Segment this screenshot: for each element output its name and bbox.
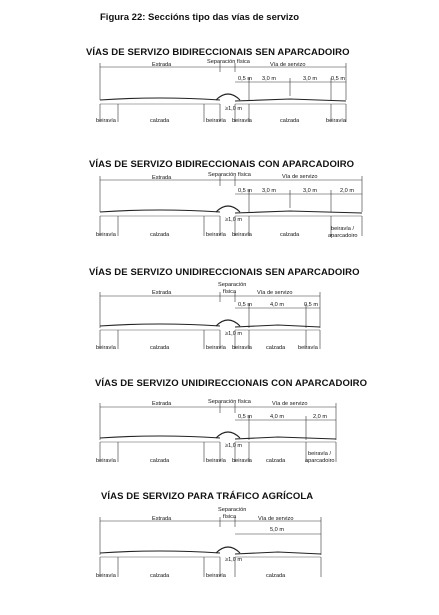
bottom-label: beiravía bbox=[206, 232, 226, 238]
section-4 bbox=[95, 378, 367, 464]
sep-width: ≥1,0 m bbox=[225, 106, 243, 112]
bottom-label: calzada bbox=[266, 345, 286, 351]
separacion-word: Separación bbox=[218, 282, 247, 288]
section-3 bbox=[89, 267, 360, 351]
bottom-label: calzada bbox=[266, 573, 286, 579]
dim-3: 2,0 m bbox=[340, 188, 354, 194]
dim-1: 4,0 m bbox=[270, 414, 284, 420]
bottom-label: calzada bbox=[150, 345, 170, 351]
bottom-label: beiravía bbox=[96, 345, 116, 351]
via-servizo-label: Vía de servizo bbox=[270, 62, 306, 68]
via-servizo-label: Vía de servizo bbox=[272, 401, 308, 407]
section-2-title: VÍAS DE SERVIZO BIDIRECCIONAIS CON APARCADOIRO bbox=[89, 159, 355, 170]
dim-0: 5,0 m bbox=[270, 527, 284, 533]
parking-label-2: aparcadoiro bbox=[305, 458, 335, 464]
dim-1: 3,0 m bbox=[262, 76, 276, 82]
bottom-label: beiravía bbox=[96, 573, 116, 579]
bottom-label: beiravía bbox=[206, 118, 226, 124]
bottom-label: beiravía bbox=[206, 345, 226, 351]
bottom-label: beiravía bbox=[232, 458, 252, 464]
fisica-word: física bbox=[223, 289, 237, 295]
bottom-label: calzada bbox=[280, 118, 300, 124]
sep-width: ≥1,0 m bbox=[225, 557, 243, 563]
bottom-label: beiravía bbox=[232, 232, 252, 238]
bottom-label: beiravía bbox=[232, 118, 252, 124]
parking-label-1: beiravía / bbox=[308, 451, 332, 457]
estrada-label: Estrada bbox=[152, 175, 172, 181]
sep-width: ≥1,0 m bbox=[225, 443, 243, 449]
dim-0: 0,5 m bbox=[238, 414, 252, 420]
dim-0: 0,5 m bbox=[238, 76, 252, 82]
bottom-label: calzada bbox=[266, 458, 286, 464]
figure-title: Figura 22: Seccións tipo das vías de servizo bbox=[100, 12, 300, 23]
section-1-title: VÍAS DE SERVIZO BIDIRECCIONAIS SEN APARCADOIRO bbox=[86, 47, 350, 58]
bottom-label: beiravía bbox=[326, 118, 346, 124]
sep-width: ≥1,0 m bbox=[225, 217, 243, 223]
dim-2: 3,0 m bbox=[303, 188, 317, 194]
section-4-title: VÍAS DE SERVIZO UNIDIRECCIONAIS CON APARCADOIRO bbox=[95, 378, 368, 389]
bottom-label: beiravía bbox=[96, 232, 116, 238]
dim-2: 3,0 m bbox=[303, 76, 317, 82]
bottom-label: beiravía bbox=[206, 573, 226, 579]
section-5-title: VÍAS DE SERVIZO PARA TRÁFICO AGRÍCOLA bbox=[101, 491, 314, 502]
fisica-word: física bbox=[223, 514, 237, 520]
separacion-label: Separación física bbox=[208, 399, 251, 405]
dim-2: 0,5 m bbox=[304, 302, 318, 308]
estrada-label: Estrada bbox=[152, 516, 172, 522]
bottom-label: beiravía bbox=[96, 118, 116, 124]
bottom-label: calzada bbox=[150, 232, 170, 238]
separacion-label: Separación física bbox=[208, 172, 251, 178]
bottom-label: beiravía bbox=[298, 345, 318, 351]
estrada-label: Estrada bbox=[152, 401, 172, 407]
via-servizo-label: Vía de servizo bbox=[258, 516, 294, 522]
section-1 bbox=[86, 47, 350, 124]
dim-1: 4,0 m bbox=[270, 302, 284, 308]
dim-2: 2,0 m bbox=[313, 414, 327, 420]
separacion-label: Separación física bbox=[207, 59, 250, 65]
dim-0: 0,5 m bbox=[238, 188, 252, 194]
via-servizo-label: Vía de servizo bbox=[282, 174, 318, 180]
section-5 bbox=[96, 491, 321, 579]
bottom-label: calzada bbox=[150, 573, 170, 579]
dim-3: 0,5 m bbox=[331, 76, 345, 82]
parking-label-1: beiravía / bbox=[331, 226, 355, 232]
sep-width: ≥1,0 m bbox=[225, 331, 243, 337]
via-servizo-label: Vía de servizo bbox=[257, 290, 293, 296]
bottom-label: beiravía bbox=[206, 458, 226, 464]
parking-label-2: aparcadoiro bbox=[328, 233, 358, 239]
bottom-label: beiravía bbox=[232, 345, 252, 351]
bottom-label: calzada bbox=[150, 458, 170, 464]
section-3-title: VÍAS DE SERVIZO UNIDIRECCIONAIS SEN APARCADOIRO bbox=[89, 267, 360, 278]
bottom-label: beiravía bbox=[96, 458, 116, 464]
section-2 bbox=[89, 159, 362, 239]
estrada-label: Estrada bbox=[152, 62, 172, 68]
bottom-label: calzada bbox=[280, 232, 300, 238]
dim-0: 0,5 m bbox=[238, 302, 252, 308]
bottom-label: calzada bbox=[150, 118, 170, 124]
separacion-word: Separación bbox=[218, 507, 247, 513]
dim-1: 3,0 m bbox=[262, 188, 276, 194]
estrada-label: Estrada bbox=[152, 290, 172, 296]
